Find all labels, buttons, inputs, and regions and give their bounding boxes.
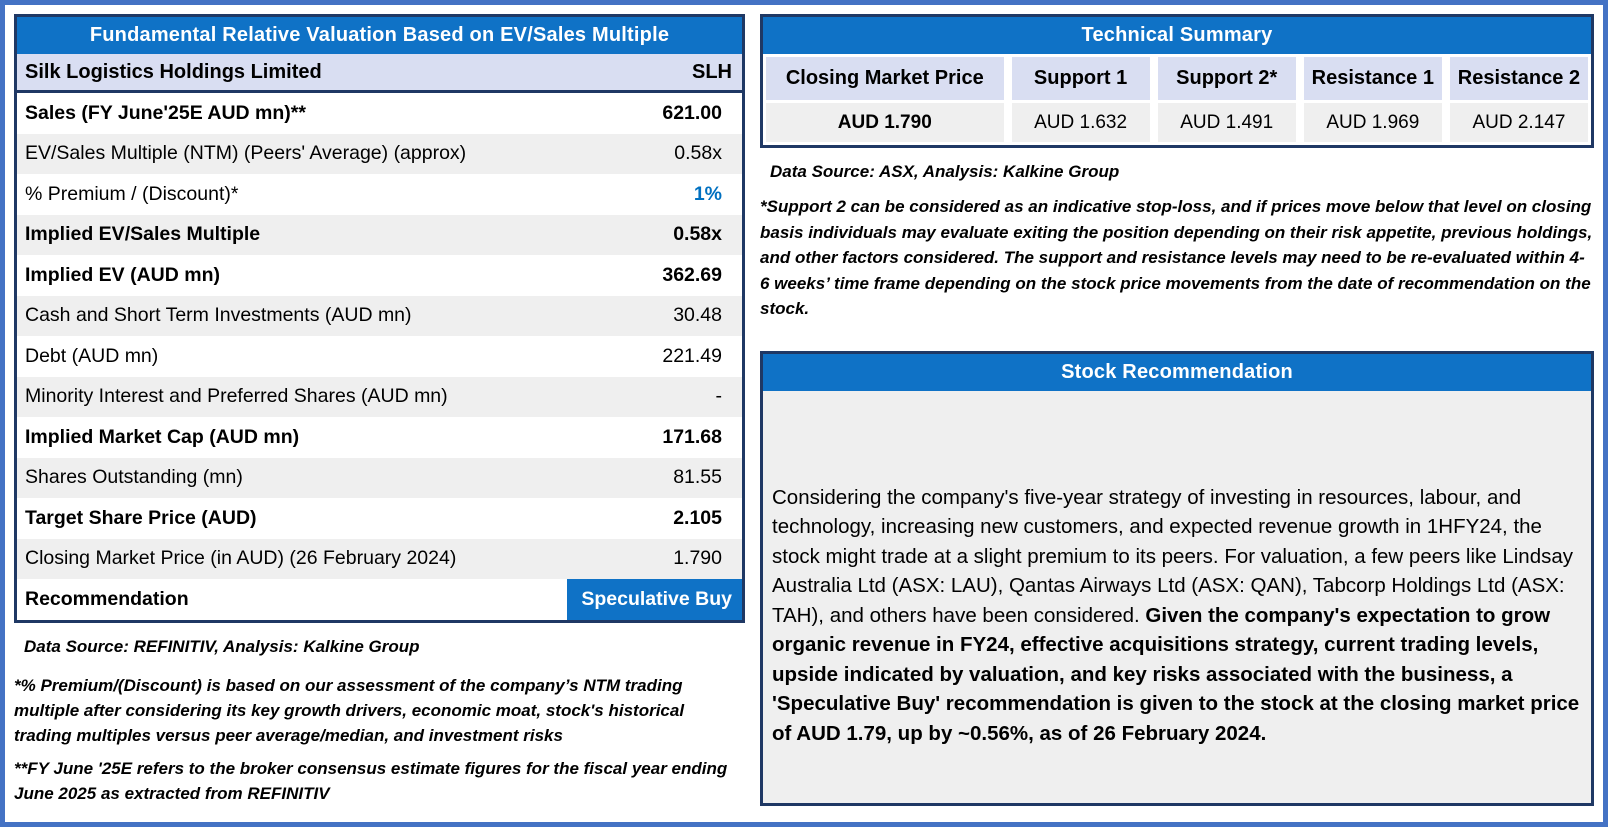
- technical-value-cell: AUD 1.969: [1304, 103, 1442, 142]
- technical-value-cell: AUD 2.147: [1450, 103, 1588, 142]
- technical-summary-table: [760, 14, 1594, 148]
- valuation-row-value: 362.69: [662, 263, 722, 286]
- technical-column-header: Resistance 2: [1450, 57, 1588, 100]
- valuation-row-value: 0.58x: [673, 223, 722, 246]
- valuation-row: [17, 296, 742, 337]
- valuation-row-label: Closing Market Price (in AUD) (26 February 2024): [25, 547, 457, 570]
- valuation-data-source: Data Source: REFINITIV, Analysis: Kalkine Group: [24, 636, 420, 656]
- technical-summary-value-row: [763, 100, 1591, 142]
- valuation-row-label: Recommendation: [25, 587, 189, 610]
- footnote-fy: **FY June '25E refers to the broker consensus estimate figures for the fiscal year ending June 2025 as extracted from REFINITIV: [14, 758, 728, 803]
- valuation-row-label: Target Share Price (AUD): [25, 506, 257, 529]
- valuation-table: [14, 14, 745, 623]
- valuation-row-value: 81.55: [673, 466, 722, 489]
- stock-recommendation-body: [763, 391, 1591, 803]
- valuation-row: [17, 93, 742, 134]
- stock-recommendation-title: Stock Recommendation: [763, 354, 1591, 391]
- technical-summary-title: Technical Summary: [763, 17, 1591, 54]
- technical-column-header: Support 1: [1012, 57, 1150, 100]
- valuation-row-label: EV/Sales Multiple (NTM) (Peers' Average) (approx): [25, 142, 467, 165]
- support-note: *Support 2 can be considered as an indicative stop-loss, and if prices move below that level on closing basis individuals may evaluate exiting the position depending on their risk appetite, previous holdings, and other factors considered. The support and resistance levels may need to be re-evaluated within 4-6 weeks’ time frame depending on the stock price movements from the date of recommendation on the stock.: [760, 197, 1593, 318]
- valuation-row-label: % Premium / (Discount)*: [25, 182, 239, 205]
- valuation-row-label: Sales (FY June'25E AUD mn)**: [25, 101, 306, 124]
- stock-recommendation-box: [760, 351, 1594, 806]
- valuation-row: [17, 498, 742, 539]
- valuation-row: [17, 579, 742, 620]
- technical-value-cell: AUD 1.790: [766, 103, 1004, 142]
- valuation-row-value: 171.68: [662, 425, 722, 448]
- technical-column: [760, 14, 1594, 806]
- recommendation-text-bold: Given the company's expectation to grow organic revenue in FY24, effective acquisitions strategy, current trading levels, upside indicated by valuation, and key risks associated with the business, a 'Speculative Buy' recommendation is given to the stock at the closing market price of AUD 1.79, up by ~0.56%, as of 26 February 2024.: [772, 603, 1580, 745]
- technical-column-header: Resistance 1: [1304, 57, 1442, 100]
- valuation-row-value: 1%: [693, 182, 722, 205]
- valuation-row-value: 2.105: [673, 506, 722, 529]
- valuation-row-label: Debt (AUD mn): [25, 344, 159, 367]
- company-ticker: SLH: [692, 60, 732, 83]
- valuation-row: [17, 215, 742, 256]
- valuation-row-value: -: [715, 385, 722, 408]
- valuation-row-value: 0.58x: [674, 142, 722, 165]
- valuation-row: [17, 539, 742, 580]
- technical-summary-header-row: [763, 54, 1591, 100]
- valuation-row-label: Cash and Short Term Investments (AUD mn): [25, 304, 412, 327]
- footnote-premium: *% Premium/(Discount) is based on our assessment of the company’s NTM trading multiple after considering its key growth drivers, economic moat, stock's historical trading multiples versus peer average/median, and investment risks: [14, 675, 685, 745]
- valuation-row-label: Shares Outstanding (mn): [25, 466, 243, 489]
- valuation-row-value: 221.49: [662, 344, 722, 367]
- technical-column-header: Closing Market Price: [766, 57, 1004, 100]
- valuation-row: [17, 255, 742, 296]
- valuation-row-value: 1.790: [673, 547, 722, 570]
- technical-value-cell: AUD 1.632: [1012, 103, 1150, 142]
- company-name: Silk Logistics Holdings Limited: [25, 60, 322, 83]
- valuation-row-label: Minority Interest and Preferred Shares (AUD mn): [25, 385, 448, 408]
- valuation-row: [17, 417, 742, 458]
- valuation-row-label: Implied EV/Sales Multiple: [25, 223, 261, 246]
- technical-value-cell: AUD 1.491: [1158, 103, 1296, 142]
- valuation-row-value: 621.00: [662, 101, 722, 124]
- valuation-column: [14, 14, 745, 806]
- valuation-row-label: Implied Market Cap (AUD mn): [25, 425, 300, 448]
- valuation-row: [17, 377, 742, 418]
- valuation-row-value: 30.48: [673, 304, 722, 327]
- valuation-row: [17, 336, 742, 377]
- recommendation-badge: Speculative Buy: [567, 579, 742, 620]
- valuation-table-title: Fundamental Relative Valuation Based on EV/Sales Multiple: [17, 17, 742, 54]
- valuation-row: [17, 134, 742, 175]
- company-row: [17, 54, 742, 93]
- valuation-row-label: Implied EV (AUD mn): [25, 263, 221, 286]
- technical-data-source: Data Source: ASX, Analysis: Kalkine Group: [770, 162, 1120, 181]
- valuation-row: [17, 458, 742, 499]
- technical-column-header: Support 2*: [1158, 57, 1296, 100]
- recommendation-text-regular: Considering the company's five-year strategy of investing in resources, labour, and technology, increasing new customers, and expected revenue growth in 1HFY24, the stock might trade at a slight premium to its peers. For valuation, a few peers like Lindsay Australia Ltd (ASX: LAU), Qantas Airways Ltd (ASX: QAN), Tabcorp Holdings Ltd (ASX: TAH), and others have been considered.: [772, 485, 1574, 627]
- valuation-rows: [17, 93, 742, 620]
- valuation-row: [17, 174, 742, 215]
